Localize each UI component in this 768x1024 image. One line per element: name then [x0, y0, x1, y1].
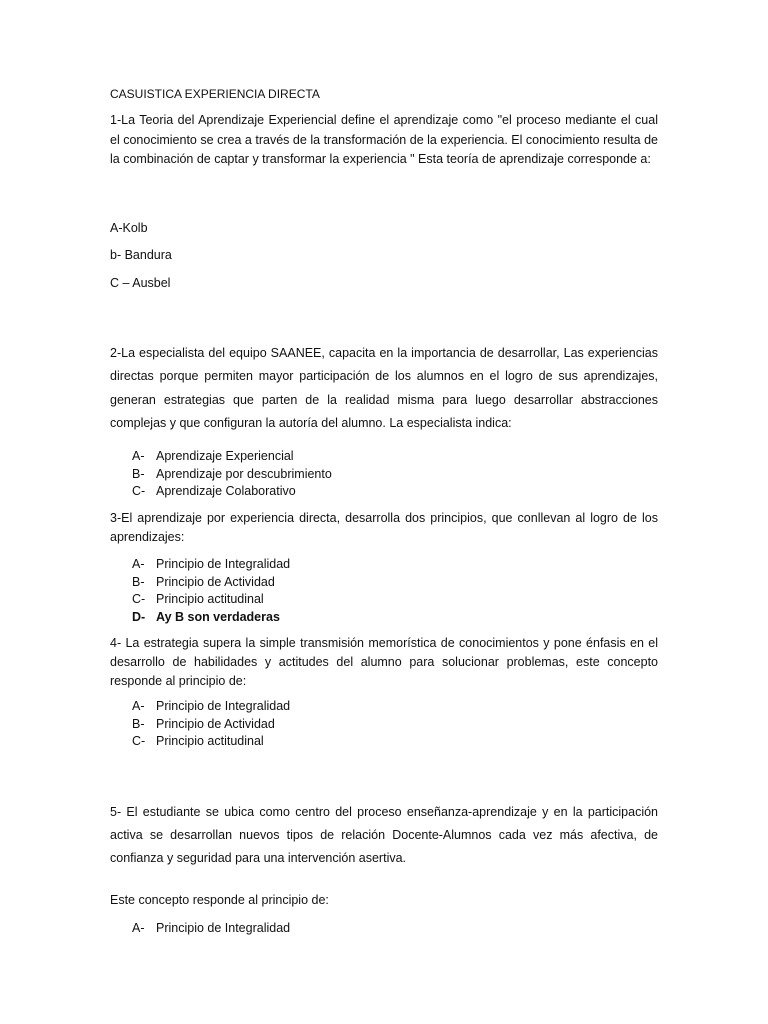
question-3-text: 3-El aprendizaje por experiencia directa, desarrolla dos principios, que conllevan al logro de los aprendizajes: [110, 511, 658, 544]
list-item: B- Aprendizaje por descubrimiento [132, 466, 332, 481]
question-1-option-c: C – Ausbel [110, 276, 171, 290]
question-2-text: 2-La especialista del equipo SAANEE, capacita en la importancia de desarrollar, Las experiencias directas porque permiten mayor participación de los alumnos en el logro de sus aprendizajes, generan estrategias que parten de la realidad misma para luego desarrollar abstracciones complejas y que configuran la autoría del alumno. La especialista indica: [110, 346, 658, 430]
list-item: A- Principio de Integralidad [132, 557, 291, 571]
question-1-option-a: A-Kolb [110, 221, 148, 235]
list-item: A- Principio de Integralidad [132, 921, 291, 935]
question-5-text: 5- El estudiante se ubica como centro del proceso enseñanza-aprendizaje y en la participación activa se desarrollan nuevos tipos de relación Docente-Alumnos cada vez más afectiva, de confianza y seguridad para una intervención asertiva. [110, 805, 658, 865]
list-item: B- Principio de Actividad [132, 574, 275, 589]
question-2-options [132, 448, 332, 501]
list-item: C- Principio actitudinal [132, 592, 264, 607]
list-item: A- Principio de Integralidad [132, 699, 291, 713]
question-4-text: 4- La estrategia supera la simple transmisión memorística de conocimientos y pone énfasis en el desarrollo de habilidades y actitudes del alumno para solucionar problemas, este concepto responde al principio de: [110, 636, 658, 688]
question-4-options [132, 698, 290, 751]
list-item: A- Aprendizaje Experiencial [132, 449, 294, 463]
question-5-options [132, 920, 290, 938]
question-1-text: 1-La Teoria del Aprendizaje Experiencial define el aprendizaje como "el proceso mediante el cual el conocimiento se crea a través de la transformación de la experiencia. El conocimiento resulta de la combinación de captar y transformar la experiencia " Esta teoría de aprendizaje corresponde a: [110, 113, 658, 166]
list-item: C- Aprendizaje Colaborativo [132, 484, 296, 499]
question-5-followup: Este concepto responde al principio de: [110, 893, 329, 907]
list-item: B- Principio de Actividad [132, 716, 275, 731]
list-item: C- Principio actitudinal [132, 734, 264, 749]
list-item: D- Ay B son verdaderas [132, 610, 280, 625]
question-3-options [132, 556, 290, 627]
document-title: CASUISTICA EXPERIENCIA DIRECTA [110, 87, 320, 101]
question-1-option-b: b- Bandura [110, 248, 172, 262]
